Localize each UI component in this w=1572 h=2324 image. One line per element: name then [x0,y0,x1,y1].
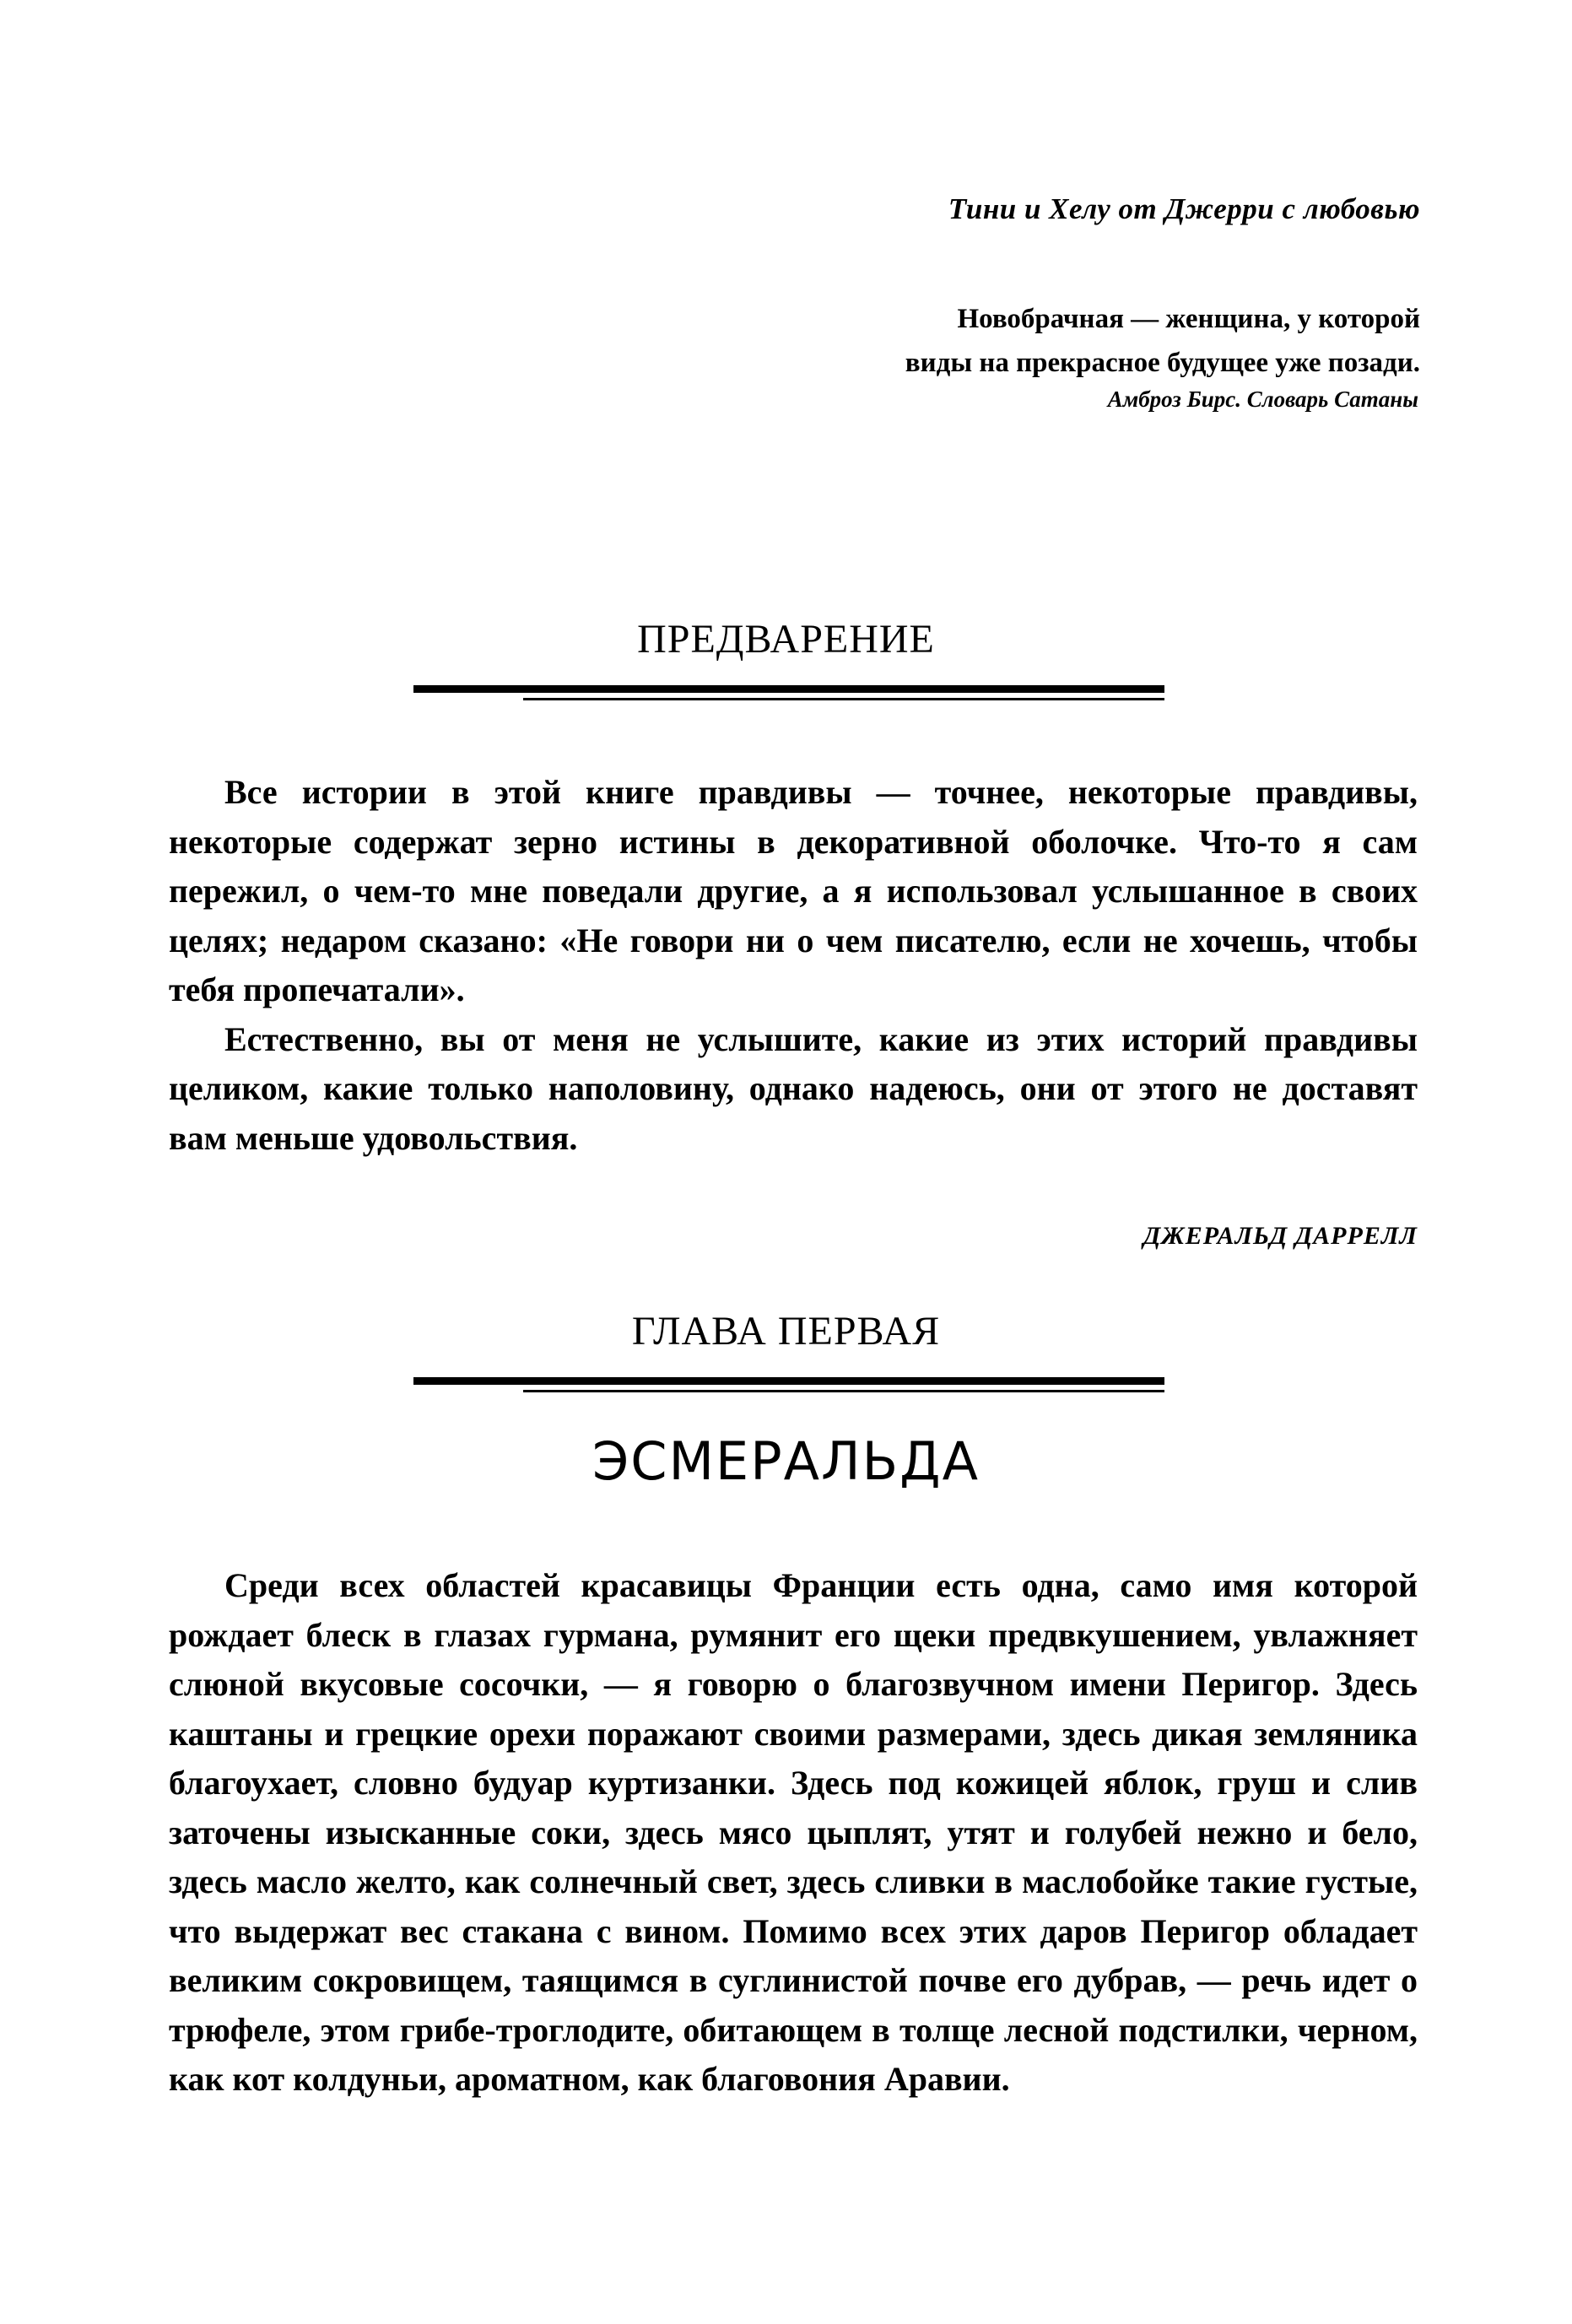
preface-paragraph: Все истории в этой книге правдивы — точнее, некоторые правдивы, некоторые содержат зерно истины в декоративной оболочке. Что-то я сам пережил, о чем-то мне поведали другие, а я использовал услышанное в своих целях; недаром сказано: «Не говори ни о чем писателю, если не хочешь, чтобы тебя пропечатали». [169,773,1418,1008]
chapter-heading: ГЛАВА ПЕРВАЯ [631,1309,941,1354]
chapter-rule [413,1377,1164,1392]
epigraph-line: виды на прекрасное будущее уже позади. [905,348,1420,378]
preface-rule [413,685,1164,700]
epigraph [661,297,1420,385]
chapter-paragraph: Среди всех областей красавицы Франции есть одна, само имя которой рождает блеск в глазах гурмана, румянит его щеки предвкушением, увлажняет слюной вкусовые сосочки, — я говорю о благозвучном имени Перигор. Здесь каштаны и грецкие орехи поражают своими размерами, здесь дикая земляника благоухает, словно будуар куртизанки. Здесь под кожицей яблок, груш и слив заточены изысканные соки, здесь мясо цыплят, утят и голубей нежно и бело, здесь масло желто, как солнечный свет, здесь сливки в маслобойке такие густые, что выдержат вес стакана с вином. Помимо всех этих даров Перигор обладает великим сокровищем, таящимся в суглинистой почве его дубрав, — речь идет о трюфеле, этом грибе-троглодите, обитающем в толще лесной подстилки, черном, как кот колдуньи, ароматном, как благовония Аравии. [169,1566,1418,2098]
dedication: Тини и Хелу от Джерри с любовью [948,192,1420,225]
preface-heading: ПРЕДВАРЕНИЕ [637,617,935,662]
author-signature: ДЖЕРАЛЬД ДАРРЕЛЛ [1143,1222,1418,1250]
chapter-title: ЭСМЕРАЛЬДА [592,1430,980,1492]
preface-body [169,768,1418,1163]
epigraph-source: Амброз Бирс. Словарь Сатаны [1107,386,1418,412]
preface-paragraph: Естественно, вы от меня не услышите, какие из этих историй правдивы целиком, какие только наполовину, однако надеюсь, они от этого не доставят вам меньше удовольствия. [169,1019,1418,1157]
chapter-body [169,1561,1418,2105]
epigraph-line: Новобрачная — женщина, у которой [957,304,1420,334]
